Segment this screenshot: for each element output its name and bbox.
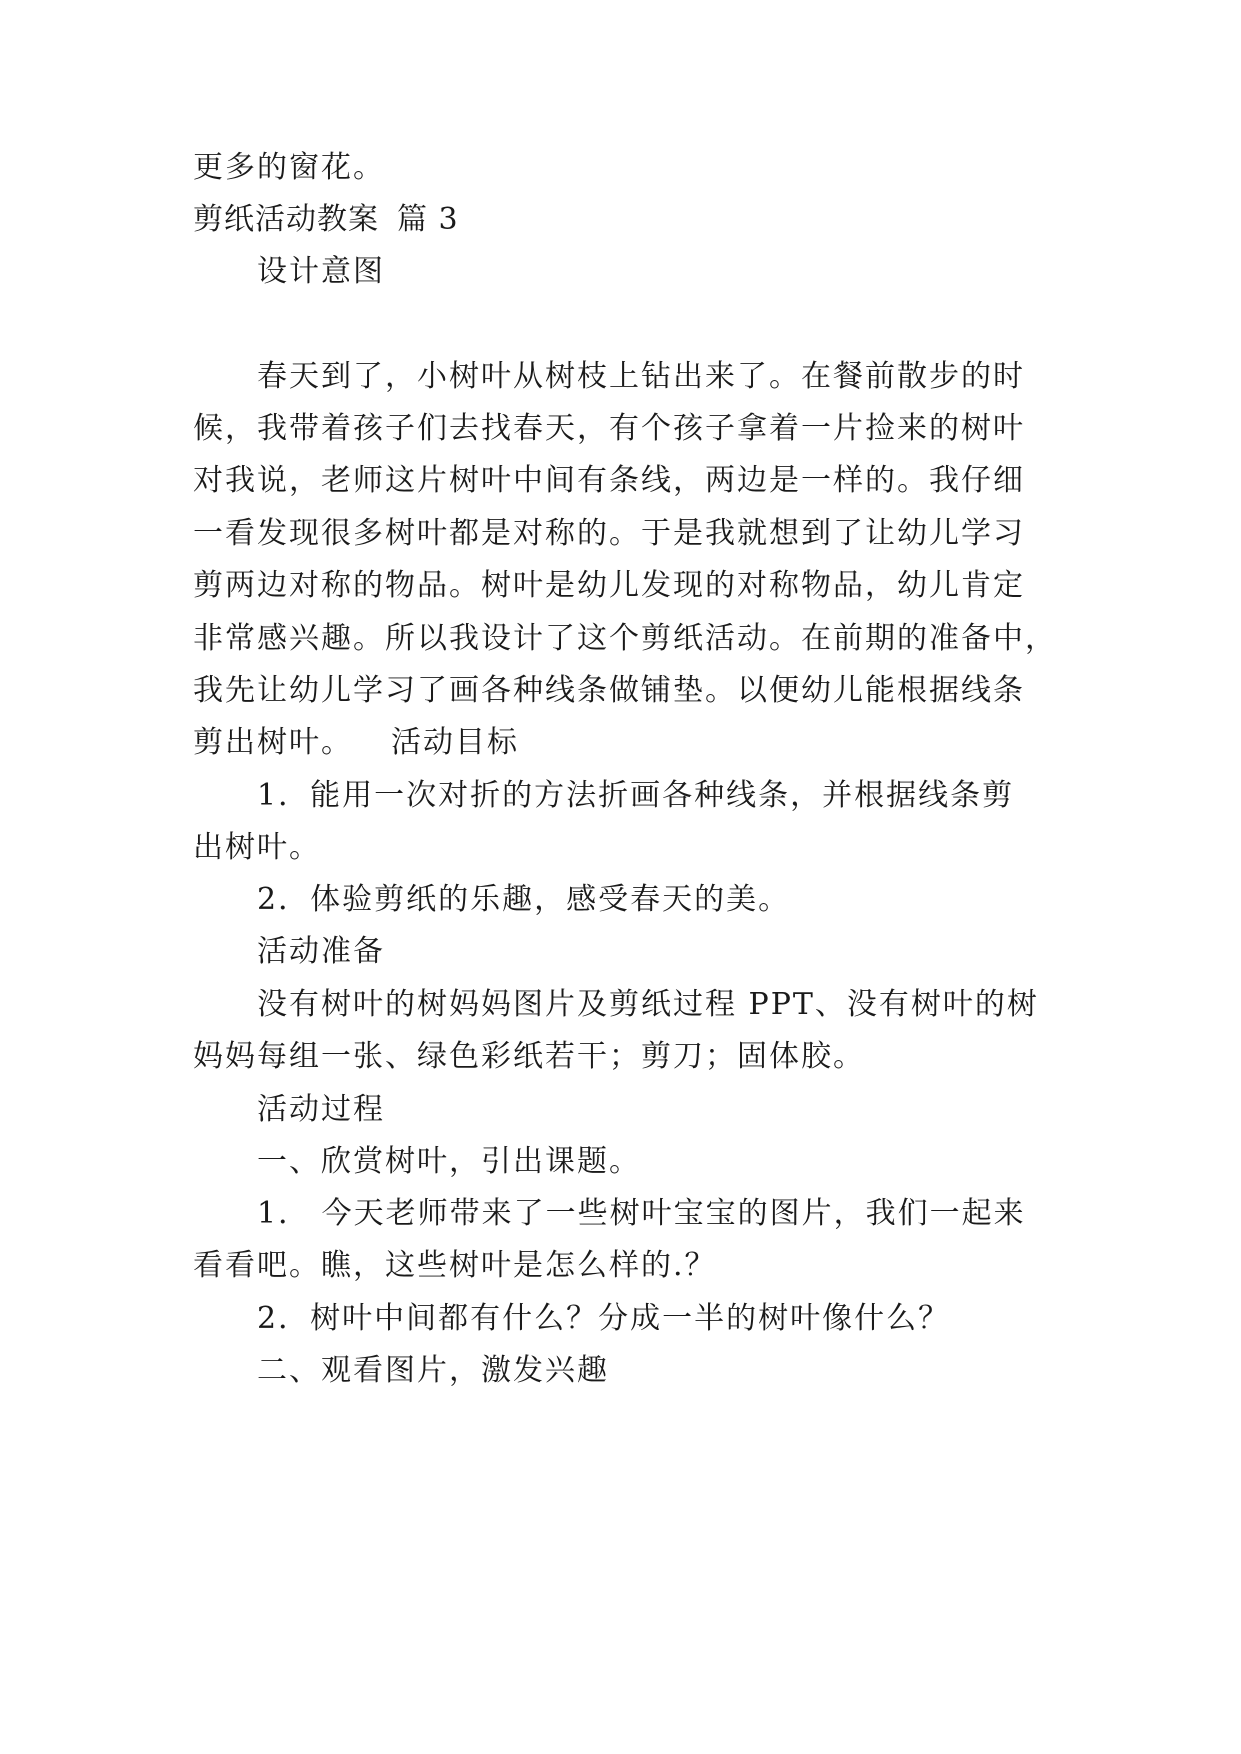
heading-design: 设计意图 — [257, 254, 385, 289]
section-title-main: 剪纸活动教案 — [193, 202, 379, 237]
paragraph-line: 我先让幼儿学习了画各种线条做铺垫。以便幼儿能根据线条 — [193, 673, 1025, 708]
process-step: 二、观看图片，激发兴趣 — [257, 1353, 609, 1388]
paragraph-line: 剪两边对称的物品。树叶是幼儿发现的对称物品，幼儿肯定 — [193, 568, 1025, 603]
section-title — [193, 200, 1073, 240]
heading-preparation: 活动准备 — [257, 934, 385, 969]
paragraph-line: 非常感兴趣。所以我设计了这个剪纸活动。在前期的准备中， — [193, 621, 1057, 656]
process-substep: 1． 今天老师带来了一些树叶宝宝的图片，我们一起来 — [257, 1196, 1026, 1231]
section-title-part: 篇 3 — [397, 202, 459, 237]
preparation-line: 妈妈每组一张、绿色彩纸若干；剪刀；固体胶。 — [193, 1039, 865, 1074]
paragraph-line — [193, 723, 1073, 763]
process-substep-continued: 看看吧。瞧，这些树叶是怎么样的.？ — [193, 1248, 717, 1283]
text-line: 更多的窗花。 — [193, 150, 385, 185]
process-step: 一、欣赏树叶，引出课题。 — [257, 1144, 641, 1179]
heading-process: 活动过程 — [257, 1092, 385, 1127]
heading-goals: 活动目标 — [391, 725, 519, 760]
goal-item: 2．体验剪纸的乐趣，感受春天的美。 — [257, 882, 791, 917]
goal-item-continued: 出树叶。 — [193, 830, 321, 865]
paragraph-line: 候，我带着孩子们去找春天，有个孩子拿着一片捡来的树叶 — [193, 411, 1025, 446]
goal-item: 1．能用一次对折的方法折画各种线条，并根据线条剪 — [257, 778, 1015, 813]
paragraph-line: 对我说，老师这片树叶中间有条线，两边是一样的。我仔细 — [193, 463, 1025, 498]
process-substep: 2．树叶中间都有什么？分成一半的树叶像什么？ — [257, 1301, 951, 1336]
paragraph-line: 一看发现很多树叶都是对称的。于是我就想到了让幼儿学习 — [193, 516, 1025, 551]
paragraph-line: 春天到了，小树叶从树枝上钻出来了。在餐前散步的时 — [257, 359, 1025, 394]
preparation-line: 没有树叶的树妈妈图片及剪纸过程 PPT、没有树叶的树 — [257, 987, 1039, 1022]
paragraph-end: 剪出树叶。 — [193, 725, 353, 760]
